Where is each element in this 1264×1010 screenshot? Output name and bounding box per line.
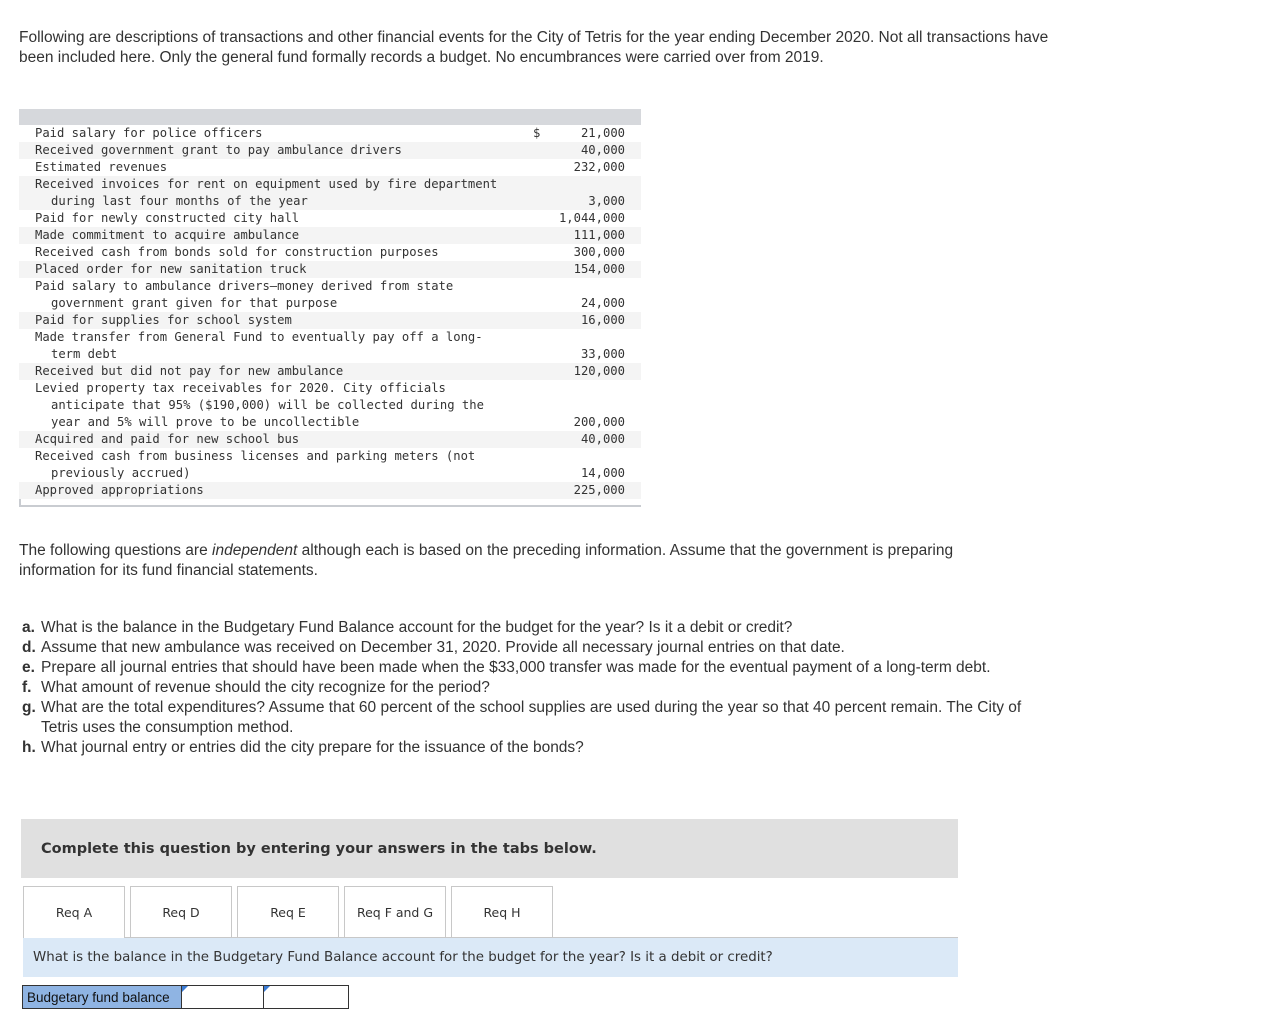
transaction-description: Received cash from business licenses and parking meters (not previously accrued) (35, 449, 476, 480)
transaction-amount: 154,000 (573, 262, 625, 276)
question-text: Prepare all journal entries that should have been made when the $33,000 transfer was made for the eventual payment of a long-term debt. (41, 659, 991, 676)
transaction-description: Received government grant to pay ambulance drivers (35, 143, 402, 157)
table-row (19, 380, 641, 431)
question-letter: h. (22, 739, 36, 756)
currency-symbol: $ (533, 126, 541, 140)
transaction-amount: 232,000 (573, 160, 625, 174)
question-item (22, 678, 1042, 698)
tab-req-e[interactable]: Req E (237, 886, 339, 937)
requirement-tabs (23, 886, 558, 938)
transaction-amount: 120,000 (573, 364, 625, 378)
table-row (19, 431, 641, 448)
tab-req-h[interactable]: Req H (451, 886, 553, 937)
answer-row (22, 985, 349, 1009)
question-item (22, 658, 1042, 678)
transaction-description: Acquired and paid for new school bus (35, 432, 300, 446)
transaction-description: Paid salary to ambulance drivers—money derived from state government grant given for that purpose (35, 279, 454, 310)
question-text: What amount of revenue should the city recognize for the period? (41, 679, 490, 696)
transaction-amount: 225,000 (573, 483, 625, 497)
question-item (22, 698, 1042, 738)
transaction-amount: 300,000 (573, 245, 625, 259)
question-item (22, 618, 1042, 638)
instructions-banner: Complete this question by entering your answers in the tabs below. (21, 819, 958, 878)
balance-amount-field[interactable] (182, 985, 264, 1009)
transaction-amount: 1,044,000 (558, 211, 625, 225)
active-question-bar: What is the balance in the Budgetary Fund Balance account for the budget for the year? Is it a debit or credit? (23, 938, 958, 977)
questions-intro: The following questions are independent although each is based on the preceding information. Assume that the government is preparing information for its fund financial statements. (19, 542, 954, 579)
transaction-description: Received but did not pay for new ambulance (35, 364, 344, 378)
transaction-description: Levied property tax receivables for 2020. City officials anticipate that 95% ($190,000) will be collected during the year and 5% will prove to be uncollectible (35, 381, 484, 429)
table-row (19, 125, 641, 142)
table-row (19, 176, 641, 210)
transaction-description: Paid salary for police officers (35, 126, 263, 140)
transaction-description: Paid for newly constructed city hall (35, 211, 300, 225)
table-row (19, 312, 641, 329)
table-header (19, 109, 641, 125)
debit-credit-field[interactable] (264, 985, 349, 1009)
transaction-amount: 16,000 (580, 313, 625, 327)
transaction-amount: 200,000 (573, 415, 625, 429)
table-row (19, 363, 641, 380)
table-row (19, 482, 641, 499)
transaction-amount: 24,000 (580, 296, 625, 310)
transaction-description: Approved appropriations (35, 483, 204, 497)
questions-list (22, 618, 1042, 758)
question-text: Assume that new ambulance was received on December 31, 2020. Provide all necessary journal entries on that date. (41, 639, 845, 656)
transaction-description: Estimated revenues (35, 160, 168, 174)
table-row (19, 278, 641, 312)
transactions-table (19, 109, 641, 507)
transaction-description: Made transfer from General Fund to eventually pay off a long- term debt (35, 330, 483, 361)
table-row (19, 329, 641, 363)
question-item (22, 738, 1042, 758)
balance-amount-input[interactable] (182, 986, 263, 1008)
table-row (19, 244, 641, 261)
question-text: What are the total expenditures? Assume that 60 percent of the school supplies are used during the year so that 40 percent remain. The City of Tetris uses the consumption method. (41, 699, 1022, 736)
transaction-description: Received invoices for rent on equipment used by fire department during last four months of the year (35, 177, 498, 208)
question-text: What journal entry or entries did the city prepare for the issuance of the bonds? (41, 739, 584, 756)
table-row (19, 142, 641, 159)
transaction-description: Placed order for new sanitation truck (35, 262, 307, 276)
answer-label: Budgetary fund balance (22, 985, 182, 1009)
intro-paragraph: Following are descriptions of transactions and other financial events for the City of Tetris for the year ending December 2020. Not all transactions have been included here. Only the general fund formally records a budget. No encumbrances were carried over from 2019. (19, 29, 1049, 66)
question-item (22, 638, 1042, 658)
question-text: What is the balance in the Budgetary Fund Balance account for the budget for the year? Is it a debit or credit? (41, 619, 793, 636)
transaction-amount: 33,000 (580, 347, 625, 361)
table-row (19, 227, 641, 244)
transaction-amount: 111,000 (573, 228, 625, 242)
question-letter: f. (22, 679, 32, 696)
transaction-amount: 14,000 (580, 466, 625, 480)
transaction-description: Received cash from bonds sold for construction purposes (35, 245, 439, 259)
table-row (19, 448, 641, 482)
transaction-amount: 40,000 (580, 432, 625, 446)
transaction-description: Made commitment to acquire ambulance (35, 228, 300, 242)
table-row (19, 159, 641, 176)
table-row (19, 210, 641, 227)
tab-req-f-and-g[interactable]: Req F and G (344, 886, 446, 937)
tab-req-a[interactable]: Req A (23, 886, 125, 938)
transaction-amount: 3,000 (588, 194, 625, 208)
transaction-description: Paid for supplies for school system (35, 313, 292, 327)
question-letter: a. (22, 619, 35, 636)
transaction-amount: 21,000 (580, 126, 625, 140)
debit-credit-input[interactable] (264, 986, 348, 1008)
table-row (19, 261, 641, 278)
question-letter: e. (22, 659, 35, 676)
transaction-amount: 40,000 (580, 143, 625, 157)
tab-req-d[interactable]: Req D (130, 886, 232, 937)
table-body (19, 125, 641, 499)
question-letter: g. (22, 699, 36, 716)
table-bottom-border (19, 499, 641, 507)
question-letter: d. (22, 639, 36, 656)
